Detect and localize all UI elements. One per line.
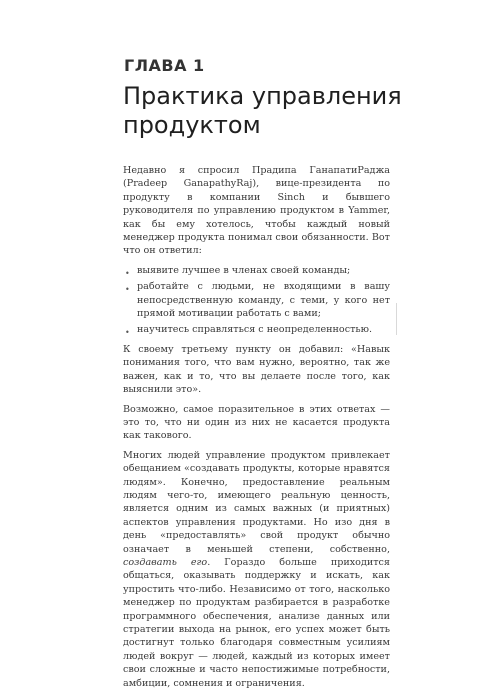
chapter-title-line-1: Практика управления	[123, 82, 402, 110]
bullet-icon: •	[125, 285, 130, 295]
chapter-label: ГЛАВА 1	[124, 56, 205, 75]
paragraph-intro: Недавно я спросил Прадипа ГанапатиРаджа (Pradeep GanapathyRaj), вице-президента по продукту в компании Sinch и бывшего руководителя по управлению продуктом в Yammer, как бы ему хотелось, чтобы каждый новый менеджер продукта понимал свои обязанности. Вот что он ответил:	[123, 165, 390, 257]
bullet-list	[123, 264, 390, 337]
list-item-text: работайте с людьми, не входящими в вашу непосредственную команду, с теми, у кого нет прямой мотивации работать с вами;	[137, 281, 390, 320]
list-item	[123, 280, 390, 320]
bullet-icon: •	[125, 328, 130, 338]
paragraph-main-text-start: Многих людей управление продуктом привлекает обещанием «создавать продукты, которые нравятся людям». Конечно, предоставление реальным людям чего-то, имеющего реальную ценность, является одним из самых важных (и приятных) аспектов управления продуктами. Но изо дня в день «предоставлять» свой продукт обычно означает в меньшей степени, собственно,	[123, 449, 390, 555]
body-text	[123, 164, 390, 690]
list-item-text: научитесь справляться с неопределенностью.	[137, 324, 373, 336]
list-item-text: выявите лучшее в членах своей команды;	[137, 264, 351, 276]
paragraph-main-text-end: . Гораздо больше приходится общаться, оказывать поддержку и искать, как упростить что-либо. Независимо от того, насколько менеджер по продуктам разбирается в разработке программного обеспечения, анализе данных или стратегии выхода на рынок, его успех может быть достигнут только благодаря совместным усилиям людей вокруг — людей, каждый из которых имеет свои сложные и часто непостижимые потребности, амбиции, сомнения и ограничения.	[123, 556, 390, 689]
chapter-title-line-2: продуктом	[123, 111, 261, 139]
chapter-title	[123, 82, 423, 140]
bullet-icon: •	[125, 268, 130, 278]
margin-line	[396, 303, 397, 335]
list-item	[123, 323, 390, 336]
paragraph-main	[123, 449, 390, 690]
paragraph-main-emphasis: создавать его	[123, 556, 208, 568]
paragraph-observation: Возможно, самое поразительное в этих ответах — это то, что ни один из них не касается продукта как такового.	[123, 403, 390, 442]
paragraph-quote: К своему третьему пункту он добавил: «Навык понимания того, что вам нужно, вероятно, так же важен, как и то, что вы делаете после того, как выяснили это».	[123, 343, 390, 396]
list-item	[123, 264, 390, 277]
